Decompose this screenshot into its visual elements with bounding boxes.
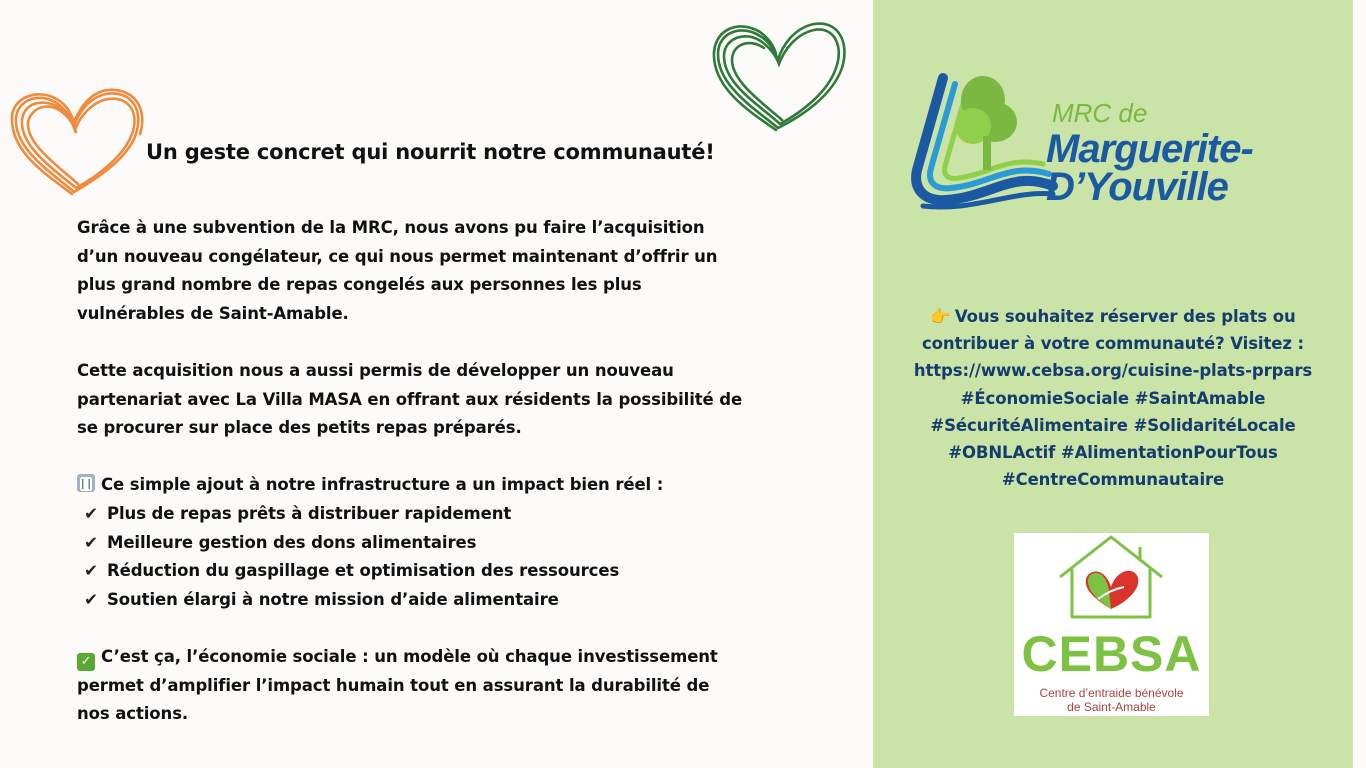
cebsa-subtitle-line: de Saint-Amable xyxy=(1067,700,1156,714)
mrc-logo-line2: D’Youville xyxy=(1046,165,1228,209)
check-box-icon: ✓ xyxy=(77,653,95,671)
info-block xyxy=(890,303,1336,493)
hashtag-line: #OBNLActif #AlimentationPourTous xyxy=(948,443,1278,463)
paragraph-line: Grâce à une subvention de la MRC, nous avons pu faire l’acquisition xyxy=(77,218,705,237)
paragraph-line: Cette acquisition nous a aussi permis de développer un nouveau xyxy=(77,360,674,380)
impact-item-text: Meilleure gestion des dons alimentaires xyxy=(107,532,477,552)
conclusion-line: permet d’amplifier l’impact humain tout en assurant la durabilité de xyxy=(77,675,710,695)
fork-knife-plate-icon xyxy=(77,474,95,492)
cebsa-logo-name: CEBSA xyxy=(1021,626,1202,682)
impact-item-text: Plus de repas prêts à distribuer rapidement xyxy=(107,503,512,523)
conclusion-line xyxy=(77,643,817,672)
paragraph-line: plus grand nombre de repas congelés aux personnes les plus xyxy=(77,275,642,295)
house-heart-icon xyxy=(1014,533,1209,625)
impact-item xyxy=(77,557,817,586)
paragraph-line: vulnérables de Saint-Amable. xyxy=(77,303,349,323)
conclusion-text: C’est ça, l’économie sociale : un modèle où chaque investissement xyxy=(101,646,718,666)
check-mark-icon: ✔ xyxy=(84,561,98,581)
impact-item-text: Réduction du gaspillage et optimisation des ressources xyxy=(107,561,620,581)
cebsa-subtitle-line: Centre d’entraide bénévole xyxy=(1039,686,1184,700)
check-mark-icon: ✔ xyxy=(84,589,98,609)
mrc-logo-name xyxy=(1046,127,1253,209)
hashtag-line: #SécuritéAlimentaire #SolidaritéLocale xyxy=(930,415,1296,435)
paragraph-line: d’un nouveau congélateur, ce qui nous permet maintenant d’offrir un xyxy=(77,246,718,266)
impact-intro-text: Ce simple ajout à notre infrastructure a un impact bien réel : xyxy=(101,475,664,495)
orange-heart-icon xyxy=(8,86,148,202)
cebsa-logo xyxy=(1014,533,1209,716)
check-mark-icon: ✔ xyxy=(84,532,98,552)
page-edge xyxy=(1353,0,1366,768)
impact-item-text: Soutien élargi à notre mission d’aide alimentaire xyxy=(107,589,559,609)
impact-item xyxy=(77,586,817,615)
check-mark-icon: ✔ xyxy=(84,503,98,523)
mrc-logo-small-text: MRC de xyxy=(1052,98,1148,128)
hashtag-line: #CentreCommunautaire xyxy=(1001,470,1225,490)
headline: Un geste concret qui nourrit notre communauté! xyxy=(146,140,715,164)
impact-item xyxy=(77,529,817,558)
pointing-hand-icon: 👉 xyxy=(930,307,951,326)
paragraph-line: partenariat avec La Villa MASA en offrant aux résidents la possibilité de xyxy=(77,389,743,409)
website-link[interactable]: https://www.cebsa.org/cuisine-plats-prpars xyxy=(913,361,1313,381)
info-line xyxy=(890,303,1336,330)
cebsa-logo-subtitle xyxy=(1014,686,1209,714)
mrc-logo-line1: Marguerite- xyxy=(1046,127,1253,171)
impact-item xyxy=(77,500,817,529)
info-line-text: Vous souhaitez réserver des plats ou xyxy=(954,307,1296,326)
paragraph-line: se procurer sur place des petits repas préparés. xyxy=(77,418,522,438)
body-text xyxy=(77,214,817,729)
conclusion-line: nos actions. xyxy=(77,704,189,724)
info-line: contribuer à votre communauté? Visitez : xyxy=(921,334,1304,354)
hashtag-line: #ÉconomieSociale #SaintAmable xyxy=(960,388,1266,408)
green-heart-icon xyxy=(710,16,850,136)
impact-intro xyxy=(77,471,817,500)
